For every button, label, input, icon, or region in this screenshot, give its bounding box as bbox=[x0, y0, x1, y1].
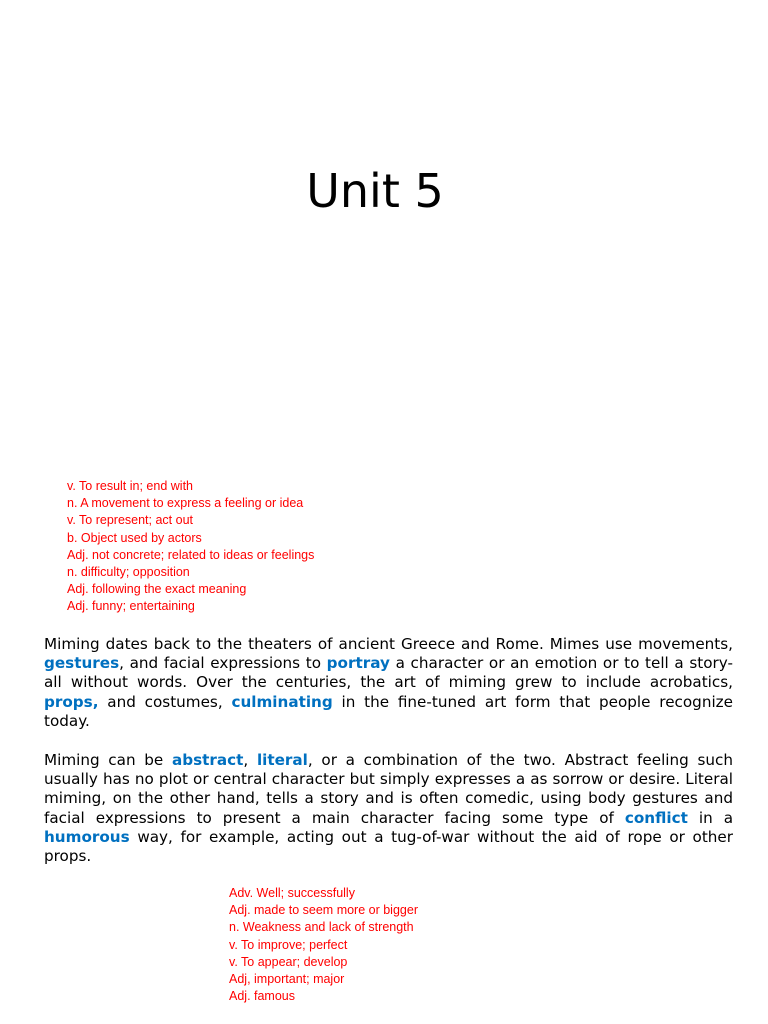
paragraph-text: Miming can be bbox=[44, 751, 172, 769]
paragraph-text: in a bbox=[687, 808, 733, 827]
paragraph-text: Miming dates back to the theaters of ancient Greece and Rome. Mimes use movements, bbox=[44, 635, 733, 653]
vocab-word-culminating: culminating bbox=[231, 692, 333, 711]
paragraph-text: , and facial expressions to bbox=[119, 654, 327, 673]
definition-item: v. To appear; develop bbox=[229, 954, 348, 969]
vocab-word-props: props, bbox=[44, 692, 99, 711]
paragraph-text: , or a combination of the two. Abstract feeling such usually has no plot or central character but simply expresses a as sorrow or desire. Literal miming, on the other hand, tells a story and is often comedic, using body gestures and facial expressions to present a main character facing some type of bbox=[44, 751, 734, 827]
definition-item: Adj. funny; entertaining bbox=[67, 599, 195, 614]
definition-item: n. A movement to express a feeling or idea bbox=[67, 496, 304, 511]
definition-item: n. difficulty; opposition bbox=[67, 565, 190, 580]
vocab-word-conflict: conflict bbox=[624, 808, 688, 827]
definitions-list-top bbox=[67, 478, 314, 616]
paragraph-text: way, for example, acting out a tug-of-war without the aid of rope or other props. bbox=[44, 827, 733, 866]
vocab-word-gestures: gestures bbox=[44, 654, 120, 673]
definition-item: b. Object used by actors bbox=[67, 530, 202, 545]
paragraph-text: , bbox=[243, 751, 257, 769]
paragraph-text: in the fine-tuned art form that people recognize today. bbox=[44, 692, 733, 730]
definition-item: v. To represent; act out bbox=[67, 513, 193, 528]
definition-item: Adj. made to seem more or bigger bbox=[229, 903, 418, 918]
paragraph-text: and costumes, bbox=[98, 692, 232, 711]
definition-item: n. Weakness and lack of strength bbox=[229, 920, 414, 935]
paragraph-miming-types bbox=[44, 751, 733, 866]
vocab-word-humorous: humorous bbox=[44, 827, 130, 846]
vocab-word-portray: portray bbox=[326, 654, 390, 673]
paragraph-miming-history bbox=[44, 635, 733, 731]
page-title: Unit 5 bbox=[306, 164, 444, 218]
definition-item: Adj, important; major bbox=[229, 972, 345, 987]
vocab-word-literal: literal bbox=[256, 751, 308, 769]
definition-item: v. To improve; perfect bbox=[229, 937, 348, 952]
definition-item: Adj. not concrete; related to ideas or feelings bbox=[67, 547, 315, 562]
definitions-list-bottom bbox=[229, 885, 418, 1005]
definition-item: Adv. Well; successfully bbox=[229, 886, 355, 900]
definition-item: Adj. following the exact meaning bbox=[67, 582, 247, 597]
vocab-word-abstract: abstract bbox=[171, 751, 244, 769]
paragraph-text: a character or an emotion or to tell a story-all without words. Over the centuries, the art of miming grew to include acrobatics, bbox=[44, 654, 733, 692]
definition-item: v. To result in; end with bbox=[67, 479, 193, 493]
definition-item: Adj. famous bbox=[229, 989, 296, 1004]
